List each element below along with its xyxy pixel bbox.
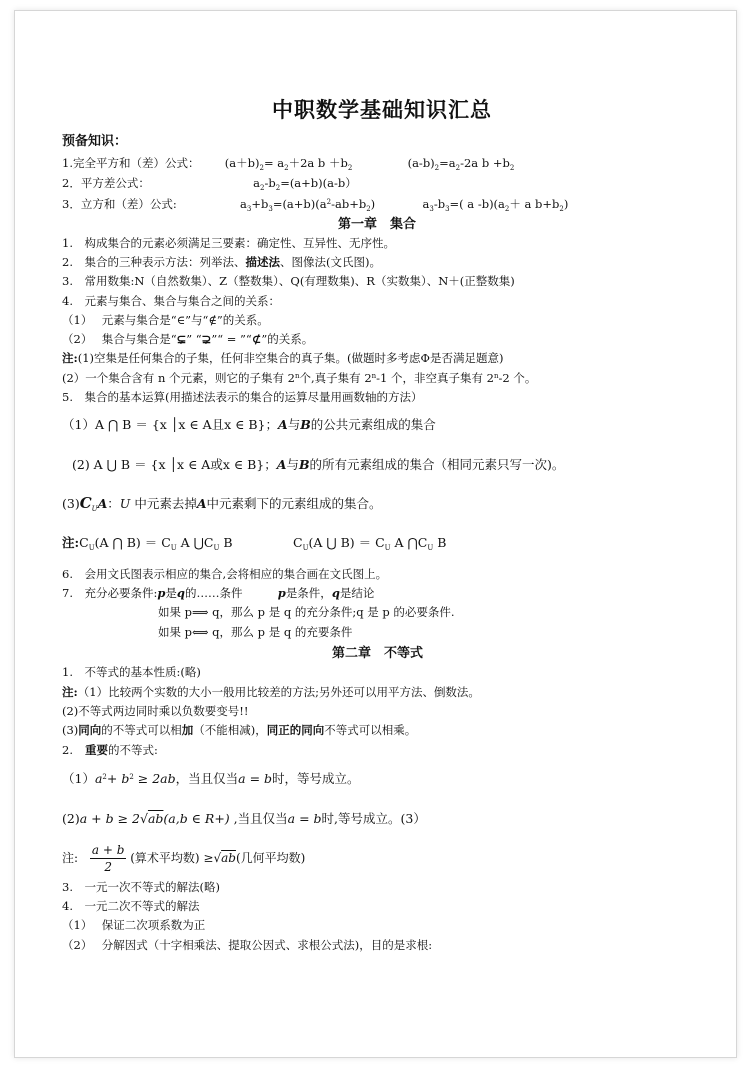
ch1-item-2: 2. 集合的三种表示方法：列举法、描述法、图像法(文氏图)。 — [62, 255, 381, 269]
complement-definition: $(3)C_UA$：U 中元素去掉A中元素剩下的元素组成的集合。 — [62, 494, 382, 513]
inequality-formula-2: (2)a + b ≥ 2√ab(a,b ∈ R+) ,当且仅当a = b时,等号成立。(3） — [62, 811, 426, 826]
ch2-item-4-1: （1） 保证二次项系数为正 — [62, 918, 206, 932]
ch1-item-3: 3. 常用数集:N（自然数集）、Z（整数集）、Q(有理数集)、R（实数集）、N＋(正整数集) — [62, 274, 515, 288]
de-morgan-law-1: 注$:C_U(A$ ⋂ $B) = C_U$ A $⋃C_U$ B — [62, 535, 233, 552]
ch2-item-2: 2. 重要的不等式: — [62, 743, 158, 757]
de-morgan-law-2: $C_U(A$ ⋃ $B) = C_U$ A $⋂C_U$ B — [293, 535, 447, 552]
ch1-item-5: 5. 集合的基本运算(用描述法表示的集合的运算尽量用画数轴的方法） — [62, 390, 423, 404]
ch1-item-4-2: （2） 集合与集合是“⊊” “⊋”“ = ”“⊄”的关系。 — [62, 332, 314, 346]
ch2-item-4: 4. 一元二次不等式的解法 — [62, 899, 200, 913]
mean-inequality-note: 注: $\frac{a + b}{2}$ (算术平均数) ≥√ab(几何平均数) — [62, 843, 306, 874]
ch2-note-2: (2)不等式两边同时乘以负数要变号!! — [62, 704, 249, 718]
intersection-definition: （1）A ⋂ B ＝ {x │x ∈ A且x ∈ B}；A与B的公共元素组成的集合 — [62, 417, 436, 432]
perfect-square-formula: 1.完全平方和（差）公式： $(a+b)_2= a_2+2a$ $b +b_2$ $(a-b)_2=a_2-2a$ $b +b_2$ — [62, 156, 515, 172]
ch1-item-6: 6. 会用文氏图表示相应的集合,会将相应的集合画在文氏图上。 — [62, 567, 388, 581]
ch1-item-4: 4. 元素与集合、集合与集合之间的关系： — [62, 294, 280, 308]
ch1-note-1: 注:(1)空集是任何集合的子集，任何非空集合的真子集。(做题时多考虑Φ是否满足题意) — [62, 351, 504, 365]
difference-of-squares-formula: 2．平方差公式： $a_2-b_2=(a+b)(a-b)$ — [62, 176, 357, 192]
fraction: $\frac{a + b}{2}$ — [91, 843, 125, 874]
sqrt-icon: √ — [213, 851, 222, 865]
sum-of-cubes-formula: 3．立方和（差）公式: $a_3+b_3=(a+b)(a^2-ab+b_2)$ $a_3-b_3=$( a $-b)(a_2+ a$ $b+b_2$) — [62, 197, 569, 213]
ch1-item-7: 7. 充分必要条件:p是q的……条件 p是条件，q是结论 — [62, 586, 375, 600]
inequality-formula-1: $(1)a^2+ b^2 \ge 2ab$，当且仅当a = b时，等号成立。 — [62, 771, 360, 786]
sufficient-condition-line: 如果 p⟹ q，那么 p 是 q 的充分条件;q 是 p 的必要条件. — [158, 605, 455, 619]
necessary-sufficient-line: 如果 p⟺ q，那么 p 是 q 的充要条件 — [158, 625, 353, 639]
ch2-note-3: (3)同向的不等式可以相加（不能相减)，同正的同向不等式可以相乘。 — [62, 723, 417, 737]
formula-label: 1.完全平方和（差）公式： — [62, 156, 200, 170]
ch1-item-4-1: （1） 元素与集合是“∈”与“∉”的关系。 — [62, 313, 269, 327]
union-definition: (2) A ⋃ B ＝ {x │x ∈ A或x ∈ B}；A与B的所有元素组成的集合（相同元素只写一次)。 — [72, 457, 565, 472]
ch2-item-1: 1. 不等式的基本性质:(略) — [62, 665, 201, 679]
document-title: 中职数学基础知识汇总 — [272, 98, 492, 122]
chapter-1-title: 第一章 集合 — [338, 217, 417, 232]
prep-heading: 预备知识： — [62, 134, 128, 149]
sqrt-icon: √ — [139, 811, 148, 826]
ch2-note-1: 注:（1）比较两个实数的大小一般用比较差的方法;另外还可以用平方法、倒数法。 — [62, 685, 480, 699]
ch2-item-3: 3. 一元一次不等式的解法(略) — [62, 880, 220, 894]
ch2-item-4-2: （2） 分解因式（十字相乘法、提取公因式、求根公式法)，目的是求根: — [62, 938, 433, 952]
ch1-note-2: (2）一个集合含有 n 个元素，则它的子集有 2$^n$个,真子集有 2$^n$-1 个，非空真子集有 2$^n$-2 个。 — [62, 371, 537, 385]
ch1-item-1: 1. 构成集合的元素必须满足三要素：确定性、互异性、无序性。 — [62, 236, 395, 250]
chapter-2-title: 第二章 不等式 — [332, 646, 424, 661]
